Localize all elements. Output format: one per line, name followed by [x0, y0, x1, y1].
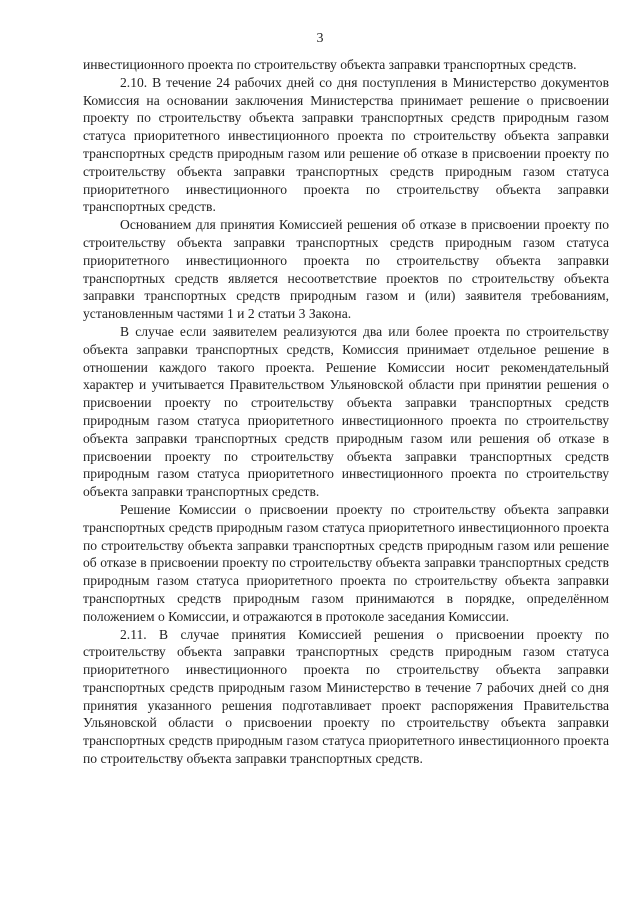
paragraph-2-11: 2.11. В случае принятия Комиссией решения о присвоении проекту по строительству объекта заправки транспортных средств природным газом статуса приоритетного инвестиционного проекта по строительству объекта заправки транспортных средств природным газом Министерство в течение 7 рабочих дней со дня принятия указанного решения подготавливает проект распоряжения Правительства Ульяновской области о присвоении проекту по строительству объекта заправки транспортных средств природным газом статуса приоритетного инвестиционного проекта по строительству объекта заправки транспортных средств.	[83, 626, 609, 767]
paragraph-multiple-projects: В случае если заявителем реализуются два или более проекта по строительству объекта заправки транспортных средств, Комиссия принимает отдельное решение в отношении каждого такого проекта. Решение Комиссии носит рекомендательный характер и учитывается Правительством Ульяновской области при принятии решения о присвоении проекту по строительству объекта заправки транспортных средств природным газом статуса приоритетного инвестиционного проекта по строительству объекта заправки транспортных средств природным газом или решения об отказе в присвоении проекту по строительству объекта заправки транспортных средств природным газом статуса приоритетного инвестиционного проекта по строительству объекта заправки транспортных средств.	[83, 323, 609, 500]
document-body	[83, 56, 609, 768]
page-number: 3	[316, 31, 324, 46]
paragraph-continuation: инвестиционного проекта по строительству объекта заправки транспортных средств.	[83, 57, 577, 72]
paragraph-refusal-grounds: Основанием для принятия Комиссией решения об отказе в присвоении проекту по строительству объекта заправки транспортных средств природным газом статуса приоритетного инвестиционного проекта по строительству объекта заправки транспортных средств является несоответствие проектов по строительству объекта заправки транспортных средств природным газом и (или) заявителя требованиям, установленным частями 1 и 2 статьи 3 Закона.	[83, 217, 609, 322]
paragraph-commission-decision: Решение Комиссии о присвоении проекту по строительству объекта заправки транспортных средств природным газом статуса приоритетного инвестиционного проекта по строительству объекта заправки транспортных средств природным газом или решение об отказе в присвоении проекту по строительству объекта заправки транспортных средств природным газом статуса приоритетного проекта по строительству объекта заправки транспортных средств природным газом принимаются в порядке, определённом положением о Комиссии, и отражаются в протоколе заседания Комиссии.	[83, 501, 609, 624]
paragraph-2-10: 2.10. В течение 24 рабочих дней со дня поступления в Министерство документов Комиссия на основании заключения Министерства принимает решение о присвоении проекту по строительству объекта заправки транспортных средств природным газом статуса приоритетного инвестиционного проекта по строительству объекта заправки транспортных средств природным газом или решение об отказе в присвоении проекту по строительству объекта заправки транспортных средств природным газом статуса приоритетного инвестиционного проекта по строительству объекта заправки транспортных средств.	[83, 74, 609, 215]
